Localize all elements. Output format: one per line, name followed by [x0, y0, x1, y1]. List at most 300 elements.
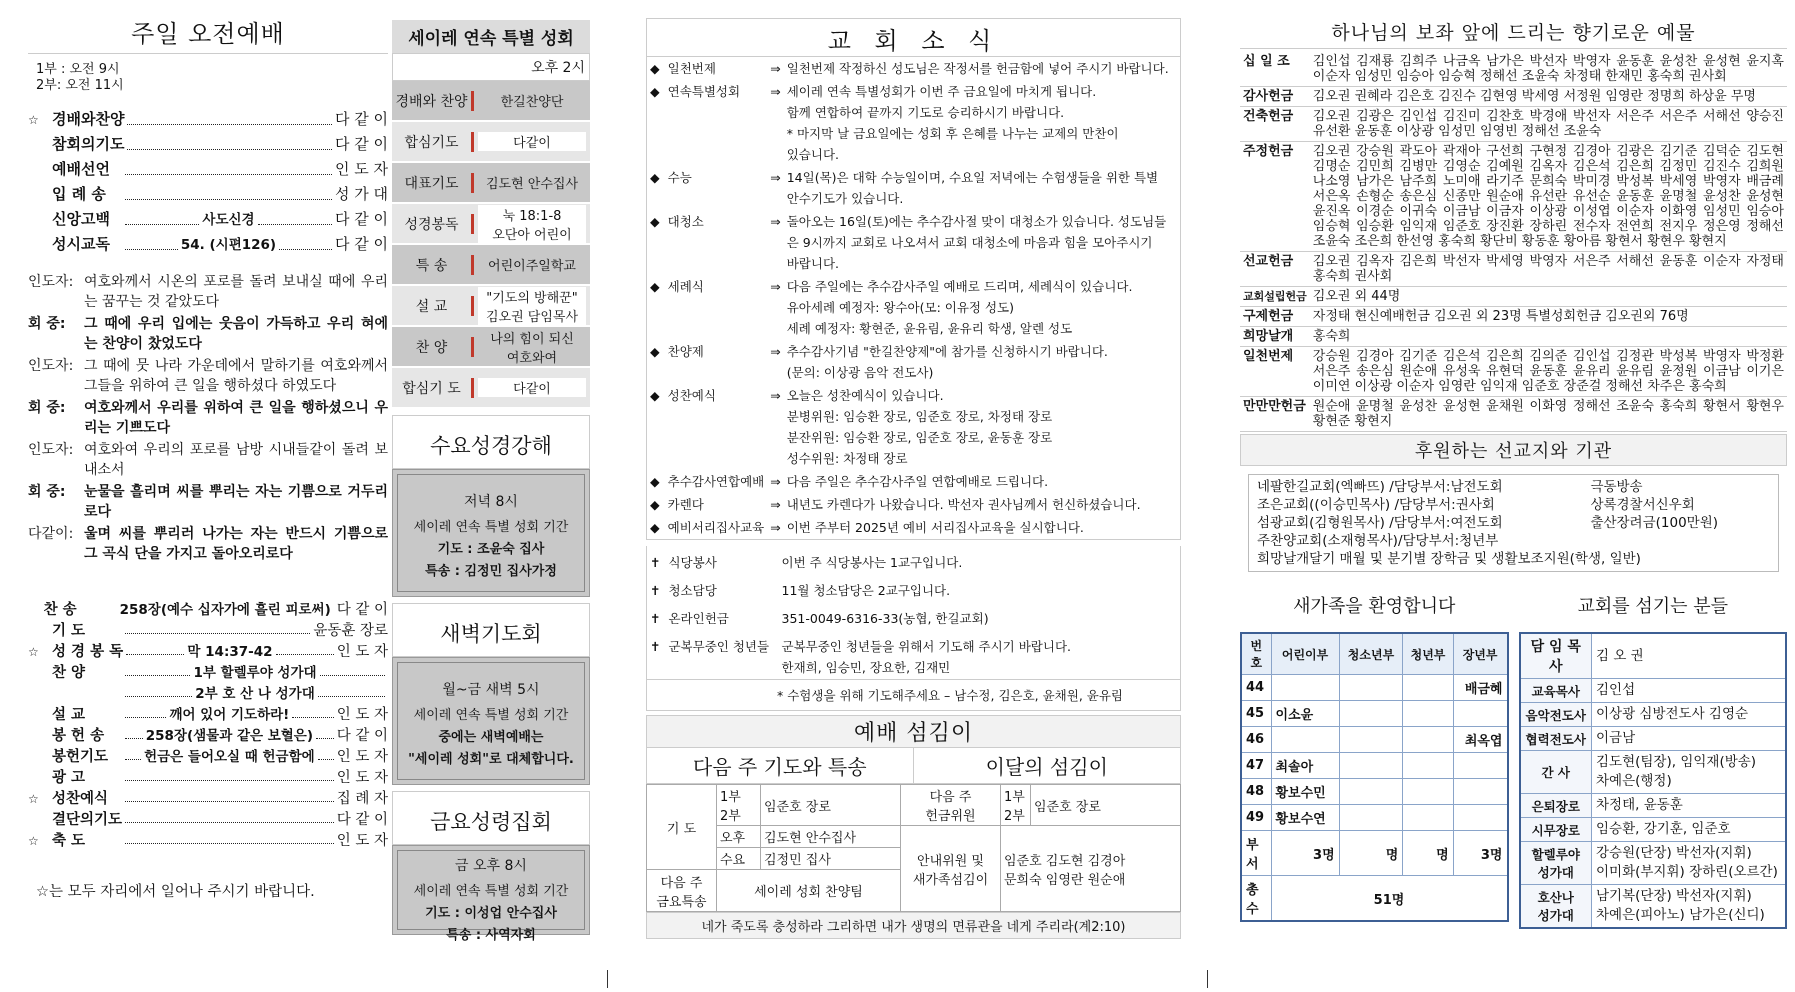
bullet: ✝ — [650, 555, 661, 570]
order-mid: 깨어 있어 기도하라! — [169, 707, 290, 723]
newfamily-cell — [1403, 753, 1453, 779]
newfamily-head: 어린이부 — [1271, 633, 1339, 675]
news-line: 세례 예정자: 황현준, 윤유림, 윤유리 학생, 알렌 성도 — [786, 321, 1073, 336]
dots — [125, 249, 178, 250]
speaker: 인도자: — [28, 442, 74, 458]
officer-role: 호산나 성가대 — [1520, 885, 1592, 929]
news-line: 추수감사기념 "한길찬양제"에 참가를 신청하시기 바랍니다. — [786, 344, 1108, 359]
special-row — [392, 204, 590, 245]
speaker: 회 중: — [28, 484, 66, 500]
news-key — [647, 630, 779, 680]
news-key — [647, 574, 779, 602]
officer-role: 음악전도사 — [1520, 703, 1592, 727]
order-mid: 54. (시편126) — [180, 237, 277, 253]
dots — [125, 224, 199, 225]
order-label: 예배선언 — [52, 160, 110, 178]
newfamily-cell — [1339, 779, 1403, 805]
order-right: 성 가 대 — [334, 185, 388, 203]
order-row — [28, 158, 388, 183]
special-row — [392, 368, 590, 409]
news-key — [647, 493, 768, 516]
meeting-time: 월~금 새벽 5시 — [442, 682, 540, 698]
news-label: 카렌다 — [667, 497, 704, 512]
newfamily-cell — [1339, 675, 1403, 701]
meeting-line: 기도 : 조윤숙 집사 — [437, 542, 545, 557]
order-mid: 헌금은 들어오실 때 헌금함에 — [144, 749, 315, 765]
bullet: ✝ — [650, 611, 661, 626]
meeting-line: 세이레 연속 특별 성회 기간 — [413, 708, 569, 723]
newfamily-cell — [1453, 753, 1507, 779]
special-value: 한길찬양단 — [478, 91, 586, 110]
responsive-line — [28, 356, 388, 396]
gift-key: 일천번제 — [1243, 349, 1294, 364]
order-label: 결단의기도 — [52, 812, 123, 828]
newfamily-cell — [1339, 753, 1403, 779]
news-key — [647, 57, 768, 80]
bullet: ◆ — [650, 474, 660, 489]
newfamily-cell — [1339, 805, 1403, 831]
order-mid: 2부 호 산 나 성가대 — [195, 686, 315, 702]
exam-prayer: * 수험생을 위해 기도해주세요 – 남수정, 김은호, 윤채원, 윤유림 — [646, 680, 1181, 711]
special-row — [392, 286, 590, 327]
reading-text: 눈물을 흘리며 씨를 뿌리는 자는 기쁨으로 거두리로다 — [84, 484, 388, 520]
order-label: 찬 송 — [43, 602, 77, 618]
order-right: 다 같 이 — [336, 812, 388, 828]
special-value: 눅 18:1-8 오단아 어린이 — [478, 205, 586, 243]
dots — [125, 801, 334, 802]
meeting-line: 중에는 새벽예배는 — [438, 730, 544, 745]
dots — [125, 174, 332, 175]
news-arrow: ⇒ — [770, 214, 781, 229]
newfamily-cell: 황보수민 — [1271, 779, 1339, 805]
officer-role: 시무장로 — [1520, 818, 1592, 842]
newfamily-cell: 44 — [1241, 675, 1271, 701]
pray-name: 임준호 장로 — [761, 785, 901, 826]
service-times: 1부 : 오전 9시 2부: 오전 11시 — [36, 62, 124, 93]
dots — [125, 717, 166, 718]
news-key — [647, 166, 768, 210]
order-row — [28, 808, 388, 829]
dots — [279, 249, 332, 250]
dots — [125, 696, 192, 697]
star-mark: ☆ — [28, 645, 39, 659]
officer-names: 강승원(단장) 박선자(지휘) 이미화(부지휘) 장하린(오르간) — [1592, 842, 1787, 885]
newfamily-dept: 3명 — [1271, 831, 1339, 876]
special-row — [392, 122, 590, 163]
gift-key: 십 일 조 — [1243, 54, 1290, 69]
news-line: 유아세례 예정자: 왕수아(모: 이유정 성도) — [786, 300, 1014, 315]
officer-names: 김인섭 — [1592, 679, 1787, 703]
newfamily-total-value: 51명 — [1271, 876, 1508, 922]
order-mid: 막 14:37-42 — [187, 644, 273, 660]
serve-h2: 이달의 섬김이 — [985, 755, 1108, 779]
news-body — [784, 210, 1181, 275]
officer-role: 간 사 — [1520, 751, 1592, 794]
dots — [125, 738, 143, 739]
special-rows — [392, 81, 590, 409]
order-row — [28, 598, 388, 619]
news-key — [647, 384, 768, 470]
support-item: 출산장려금(100만원) — [1590, 515, 1719, 531]
special-key: 대표기도 — [392, 173, 474, 193]
gift-key: 희망날개 — [1243, 329, 1294, 344]
officer-names: 차정태, 윤동훈 — [1592, 794, 1787, 818]
newfamily-cell: 최옥엽 — [1453, 727, 1507, 753]
news-key — [647, 275, 768, 340]
newfamily-cell: 46 — [1241, 727, 1271, 753]
meeting-box — [392, 657, 590, 785]
support-item: 상록경찰서신우회 — [1590, 497, 1695, 513]
offering-title: 하나님의 보좌 앞에 드리는 향기로운 예물 — [1240, 18, 1787, 49]
gift-key: 구제헌금 — [1243, 309, 1294, 324]
news-body — [784, 516, 1181, 540]
newfamily-cell — [1339, 727, 1403, 753]
meeting-title: 금요성령집회 — [392, 791, 590, 845]
news-arrow: ⇒ — [770, 344, 781, 359]
newfamily-head: 장년부 — [1453, 633, 1507, 675]
special-value: "기도의 방해꾼" 김오권 담임목사 — [478, 287, 586, 325]
news-line: 오늘은 성찬예식이 있습니다. — [786, 388, 944, 403]
order-mid: 1부 할렐루야 성가대 — [193, 665, 317, 681]
gift-key: 선교헌금 — [1243, 254, 1294, 269]
meeting-title: 새벽기도회 — [392, 603, 590, 657]
news-line: (문의: 이상광 음악 전도사) — [786, 365, 934, 380]
order-right: 다 같 이 — [336, 602, 388, 618]
responsive-line — [28, 398, 388, 438]
news-body: 351-0049-6316-33(농협, 한길교회) — [781, 611, 989, 626]
news-arrow: ⇒ — [770, 170, 781, 185]
order-row — [28, 640, 388, 661]
serve-h1: 다음 주 기도와 특송 — [647, 748, 914, 783]
bullet: ✝ — [650, 639, 661, 654]
support-item: 주찬양교회(소재형목사)/담당부서:청년부 — [1257, 533, 1499, 549]
speaker: 인도자: — [28, 358, 74, 374]
dots — [276, 654, 334, 655]
bullet: ◆ — [650, 84, 660, 99]
pray-slot: 수요 — [717, 848, 761, 870]
support-title: 후원하는 선교지와 기관 — [1240, 434, 1787, 466]
news-label: 찬양제 — [667, 344, 704, 359]
bullet: ◆ — [650, 388, 660, 403]
support-right — [1590, 478, 1718, 550]
order-row — [28, 133, 388, 158]
news-label: 세례식 — [667, 279, 704, 294]
bullet: ◆ — [650, 497, 660, 512]
meeting-line: "세이레 성회"로 대체합니다. — [408, 752, 574, 767]
meeting-time: 저녁 8시 — [464, 494, 518, 510]
dots — [292, 717, 333, 718]
gift-names: 자정태 현신예배헌금 김오권 외 23명 특별성회헌금 김오권외 76명 — [1312, 309, 1689, 324]
officers-title: 교회를 섬기는 분들 — [1577, 596, 1729, 617]
bullet: ✝ — [650, 583, 661, 598]
news-line: 일천번제 작정하신 성도님은 작정서를 헌금함에 넣어 주시기 바랍니다. — [786, 61, 1169, 76]
special-key: 성경봉독 — [392, 214, 474, 234]
gift-names: 김오권 김옥자 김은희 박선자 박세영 박영자 서은주 서해선 윤동훈 이순자 자정태 홍숙희 권사회 — [1312, 254, 1784, 284]
news-line: 은 9시까지 교회로 나오셔서 교회 대청소에 마음과 힘을 모아주시기 — [786, 235, 1153, 250]
news-label: 예비서리집사교육 — [667, 520, 765, 535]
support-item: 극동방송 — [1590, 479, 1643, 495]
news-line: 바랍니다. — [786, 256, 839, 271]
officer-role: 교육목사 — [1520, 679, 1592, 703]
news-key — [647, 80, 768, 166]
friday-value: 세이레 성회 찬양팀 — [717, 870, 901, 912]
news-key — [647, 470, 768, 493]
meeting-boxes — [392, 415, 590, 943]
bullet: ◆ — [650, 214, 660, 229]
responsive-line — [28, 524, 388, 564]
officer-role: 은퇴장로 — [1520, 794, 1592, 818]
offer-name: 임준호 장로 — [1031, 785, 1181, 826]
newfamily-cell — [1453, 779, 1507, 805]
special-key: 경배와 찬양 — [392, 91, 474, 111]
order-mid: 258장(예수 십자가에 흘린 피로써) — [119, 602, 331, 618]
order-right: 집 례 자 — [336, 791, 388, 807]
order-right: 다 같 이 — [334, 110, 388, 128]
news-label: 군복무중인 청년들 — [668, 639, 770, 654]
gift-key: 교회설립헌금 — [1243, 290, 1307, 303]
news-table — [646, 57, 1181, 540]
meeting-inner — [397, 662, 585, 780]
dots — [125, 822, 334, 823]
newfamily-cell — [1271, 675, 1339, 701]
order-label: 찬 양 — [52, 665, 86, 681]
order-row — [28, 619, 388, 640]
order-row — [28, 208, 388, 233]
news-body — [784, 493, 1181, 516]
news-arrow: ⇒ — [770, 279, 781, 294]
special-value: 어린이주일학교 — [478, 255, 586, 274]
order-label: 광 고 — [52, 770, 86, 786]
newfamily-cell: 45 — [1241, 701, 1271, 727]
dots — [258, 224, 332, 225]
order-right: 다 같 이 — [334, 210, 388, 228]
order-label: 축 도 — [52, 833, 86, 849]
newfamily-head: 번호 — [1241, 633, 1271, 675]
order-right: 윤동훈 장로 — [313, 623, 388, 639]
support-grid — [1257, 478, 1770, 550]
news-line: 돌아오는 16일(토)에는 추수감사절 맞이 대청소가 있습니다. 성도님들 — [786, 214, 1167, 229]
newfamily-cell — [1403, 727, 1453, 753]
newfamily-cell — [1403, 805, 1453, 831]
offer-slot: 1부 2부 — [1001, 785, 1031, 826]
special-time: 오후 2시 — [392, 53, 590, 81]
order-right: 인 도 자 — [336, 749, 388, 765]
newfamily-cell — [1403, 675, 1453, 701]
news-title: 교 회 소 식 — [646, 18, 1181, 57]
officer-names: 남기복(단장) 박선자(지휘) 차예은(피아노) 남가은(신디) — [1592, 885, 1787, 929]
news-body: 11월 청소담당은 2교구입니다. — [781, 583, 951, 598]
order-label: 경배와찬양 — [52, 110, 125, 128]
gift-names: 김인섭 김재룡 김희주 나금옥 남가은 박선자 박영자 윤동훈 윤성찬 윤성현 윤지혹 이순자 임성민 임승아 임승혁 정해선 조윤숙 차정태 한재민 홍숙희 권사회 — [1312, 54, 1784, 84]
special-row — [392, 327, 590, 368]
news-key — [647, 340, 768, 384]
order-row — [28, 766, 388, 787]
page-2-special-meetings — [392, 20, 590, 943]
gift-key: 주정헌금 — [1243, 144, 1294, 159]
serve-header — [646, 748, 1181, 784]
meeting-line: 세이레 연속 특별 성회 기간 — [413, 884, 569, 899]
news-line: 14일(목)은 대학 수능일이며, 수요일 저녁에는 수험생들을 위한 특별 — [786, 170, 1159, 185]
bullet: ◆ — [650, 344, 660, 359]
news-line: 분잔위원: 임승환 장로, 임준호 장로, 윤동훈 장로 — [786, 430, 1053, 445]
order-row — [28, 661, 388, 682]
meeting-line: 기도 : 이성업 안수집사 — [425, 906, 557, 921]
order-row — [28, 787, 388, 808]
reading-text: 그 때에 우리 입에는 웃음이 가득하고 우리 혀에는 찬양이 찼었도다 — [84, 316, 388, 352]
special-key: 설 교 — [392, 296, 474, 316]
newfamily-dept: 명 — [1339, 831, 1403, 876]
dots — [316, 738, 334, 739]
order-label: 성 경 봉 독 — [52, 644, 124, 660]
news-body — [784, 166, 1181, 210]
news-body — [784, 340, 1181, 384]
order-label: 봉헌기도 — [52, 749, 109, 765]
serve-table — [646, 784, 1181, 912]
offer-label: 다음 주 헌금위원 — [901, 785, 1001, 826]
dots — [125, 199, 332, 200]
gift-key: 만만만헌금 — [1243, 399, 1306, 414]
order-label: 봉 헌 송 — [52, 728, 105, 744]
news-arrow: ⇒ — [770, 520, 781, 535]
newfamily-cell: 배금혜 — [1453, 675, 1507, 701]
reading-text: 여호와께서 시온의 포로를 돌려 보내실 때에 우리는 꿈꾸는 것 같았도다 — [84, 274, 388, 310]
newfamily-cell — [1339, 701, 1403, 727]
reading-text: 그 때에 뭇 나라 가운데에서 말하기를 여호와께서 그들을 위하여 큰 일을 행하셨다 하였도다 — [84, 358, 388, 394]
gift-names: 강승원 김경아 김기준 김은석 김은희 김의준 김인섭 김정관 박성복 박영자 박정환 서은주 송은심 원순애 유성욱 유현덕 윤동훈 윤유리 윤유림 윤정원 이금남 이기은 이미연 이상광 이순자 임영란 임익재 임준호 장준걸 정해선 차주은 홍숙희 — [1312, 349, 1784, 394]
news-label: 일천번제 — [667, 61, 716, 76]
newfamily-dept: 명 — [1403, 831, 1453, 876]
news-arrow: ⇒ — [770, 61, 781, 76]
bible-verse: 네가 죽도록 충성하라 그리하면 내가 생명의 면류관을 네게 주리라(계2:10) — [646, 912, 1181, 939]
dots — [125, 675, 190, 676]
newfamily-cell: 49 — [1241, 805, 1271, 831]
special-key: 합심기도 — [392, 132, 474, 152]
news-table-2 — [646, 546, 1181, 680]
news-label: 대청소 — [667, 214, 704, 229]
officer-names: 김도현(팀장), 임익재(방송) 차예은(행정) — [1592, 751, 1787, 794]
news-body — [784, 275, 1181, 340]
order-row — [28, 682, 388, 703]
news-body: 군복무중인 청년들을 위해서 기도해 주시기 바랍니다. 한재희, 임승민, 장요한, 김재민 — [781, 639, 1071, 675]
pray-slot: 1부 2부 — [717, 785, 761, 826]
dots — [320, 675, 385, 676]
reading-text: 여호와여 우리의 포로를 남방 시내들같이 돌려 보내소서 — [84, 442, 388, 478]
reading-text: 여호와께서 우리를 위하여 큰 일을 행하셨으니 우리는 기쁘도다 — [84, 400, 388, 436]
support-item: 희망날개달기 매월 및 분기별 장학금 및 생활보조지원(학생, 일반) — [1257, 551, 1641, 567]
meeting-line: 세이레 연속 특별 성회 기간 — [413, 520, 569, 535]
pray-label: 기 도 — [647, 785, 717, 870]
officers-table — [1519, 632, 1788, 929]
newfamily-cell: 48 — [1241, 779, 1271, 805]
support-item: 섬광교회(김형원목사) /담당부서:여전도회 — [1257, 515, 1503, 531]
news-key — [647, 602, 779, 630]
order-label: 신앙고백 — [52, 210, 110, 228]
dots — [318, 696, 385, 697]
pray-slot: 오후 — [717, 826, 761, 848]
special-key: 특 송 — [392, 255, 474, 275]
gift-names: 김오권 외 44명 — [1312, 289, 1401, 304]
news-label: 수능 — [667, 170, 692, 185]
news-line: 분병위원: 임승환 장로, 임준호 장로, 차정태 장로 — [786, 409, 1053, 424]
meeting-box — [392, 845, 590, 943]
newfamily-cell: 이소윤 — [1271, 701, 1339, 727]
news-line: 있습니다. — [786, 147, 839, 162]
pray-name: 김정민 집사 — [761, 848, 901, 870]
news-line: 성수위원: 차정태 장로 — [786, 451, 908, 466]
pray-name: 김도현 안수집사 — [761, 826, 901, 848]
order-row — [28, 233, 388, 258]
speaker: 인도자: — [28, 274, 74, 290]
order-right: 인 도 자 — [336, 707, 389, 723]
dots — [125, 843, 334, 844]
newfamily-cell: 47 — [1241, 753, 1271, 779]
dots — [125, 780, 334, 781]
news-line: 내년도 카렌다가 나왔습니다. 박선자 권사님께서 헌신하셨습니다. — [786, 497, 1141, 512]
news-body: 이번 주 식당봉사는 1교구입니다. — [781, 555, 963, 570]
special-key: 합심기 도 — [392, 378, 474, 398]
responsive-reading — [28, 272, 388, 564]
officer-names: 김 오 권 — [1592, 633, 1787, 679]
newfamily-cell — [1453, 805, 1507, 831]
news-line: 안수기도가 있습니다. — [786, 191, 904, 206]
news-key — [647, 516, 768, 540]
news-label: 식당봉사 — [668, 555, 717, 570]
serve-section — [646, 748, 1181, 912]
dots — [127, 149, 332, 150]
newfamily-head: 청년부 — [1403, 633, 1453, 675]
meeting-line: 특송 : 김정민 집사가정 — [425, 564, 557, 579]
order-right: 인 도 자 — [336, 770, 388, 786]
news-body — [784, 57, 1181, 80]
meeting-inner — [397, 850, 585, 943]
special-title: 세이레 연속 특별 성회 — [392, 20, 590, 53]
order-mid: 258장(샘물과 같은 보혈은) — [145, 728, 314, 744]
newfamily-cell — [1453, 701, 1507, 727]
news-arrow: ⇒ — [770, 474, 781, 489]
page-1-worship-order — [28, 14, 388, 901]
meeting-line: 특송 : 사역자회 — [446, 928, 536, 943]
friday-label: 다음 주 금요특송 — [647, 870, 717, 912]
order-right: 인 도 자 — [334, 160, 388, 178]
officer-role: 할렐루야 성가대 — [1520, 842, 1592, 885]
order-row — [28, 745, 388, 766]
news-line: 세이레 연속 특별성회가 이번 주 금요일에 마치게 됩니다. — [786, 84, 1097, 99]
order-label: 기 도 — [52, 623, 86, 639]
speaker: 다같이: — [28, 526, 74, 542]
newfamily-cell — [1403, 701, 1453, 727]
gift-names: 김오권 김광은 김인섭 김진미 김찬호 박경애 박선자 서은주 서은주 서해선 양승진 유선환 윤동훈 이상광 임성민 임영빈 정해선 조윤숙 — [1312, 109, 1784, 139]
news-key — [647, 546, 779, 574]
reading-text: 울며 씨를 뿌리러 나가는 자는 반드시 기쁨으로 그 곡식 단을 가지고 돌아오리로다 — [84, 526, 388, 562]
newfamily-dept: 3명 — [1453, 831, 1507, 876]
news-body — [784, 384, 1181, 470]
officer-role: 담 임 목 사 — [1520, 633, 1592, 679]
newfamily-cell: 최솔아 — [1271, 753, 1339, 779]
gift-key: 감사헌금 — [1243, 89, 1294, 104]
news-arrow: ⇒ — [770, 497, 781, 512]
divider — [607, 970, 608, 988]
star-mark: ☆ — [28, 792, 39, 806]
special-row — [392, 245, 590, 286]
special-row — [392, 163, 590, 204]
gift-names: 원순애 윤명철 윤성찬 윤성현 윤채원 이화영 정해선 조윤숙 홍숙희 황현서 황현우 황현준 황현지 — [1312, 399, 1784, 429]
special-value: 다같이 — [478, 378, 586, 397]
order-list-2 — [28, 598, 388, 850]
support-item: 네팔한길교회(엑빠뜨) /담당부서:남전도회 — [1257, 479, 1503, 495]
page-4-offerings — [1240, 18, 1787, 929]
order-list — [28, 108, 388, 258]
speaker: 회 중: — [28, 316, 66, 332]
